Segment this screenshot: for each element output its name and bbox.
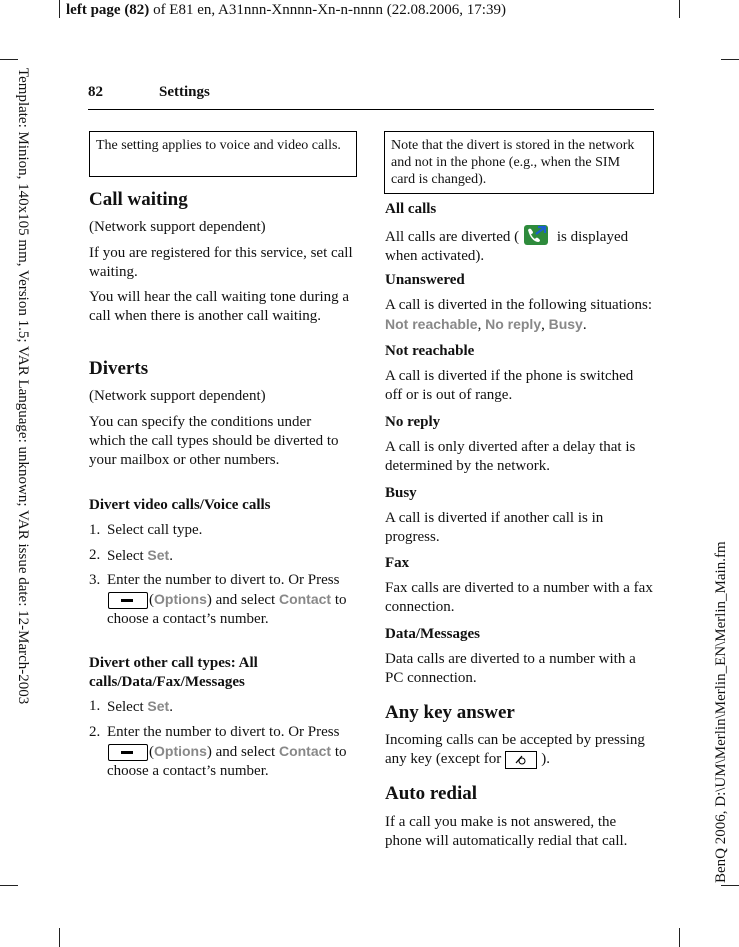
any-key-text: Incoming calls can be accepted by pressing any key (except for ). <box>385 732 645 767</box>
header-rule <box>88 109 654 110</box>
print-header-info: of E81 en, A31nnn-Xnnnn-Xn-n-nnnn (22.08.2006, 17:39) <box>149 2 506 18</box>
call-waiting-tone: You will hear the call waiting tone during a call when there is another call waiting. <box>89 289 350 324</box>
end-key-icon <box>505 751 537 769</box>
crop-mark <box>0 885 18 886</box>
divert-status-icon <box>523 224 549 246</box>
diverts-network: (Network support dependent) <box>89 388 266 404</box>
subheading-divert-video-voice: Divert video calls/Voice calls <box>89 497 271 513</box>
softkey-set: Set <box>147 547 170 563</box>
heading-no-reply: No reply <box>385 414 441 430</box>
print-header-page: left page (82) <box>66 2 150 18</box>
auto-redial-text: If a call you make is not answered, the phone will automatically redial that call. <box>385 814 628 849</box>
data-messages-text: Data calls are diverted to a number with a PC connection. <box>385 651 636 686</box>
heading-any-key-answer: Any key answer <box>385 702 515 723</box>
diverts-intro: You can specify the conditions under which the call types should be diverted to your mailbox or other numbers. <box>89 414 339 468</box>
busy-text: A call is diverted if another call is in progress. <box>385 510 604 545</box>
no-reply-text: A call is only diverted after a delay that is determined by the network. <box>385 439 636 474</box>
heading-unanswered: Unanswered <box>385 272 465 288</box>
all-calls-text: All calls are diverted ( is displayed when activated). <box>385 224 650 266</box>
softkey-icon <box>108 592 148 609</box>
heading-not-reachable: Not reachable <box>385 343 475 359</box>
heading-call-waiting: Call waiting <box>89 189 188 210</box>
softkey-contact: Contact <box>278 743 332 759</box>
heading-busy: Busy <box>385 485 417 501</box>
note-box-voice-video: The setting applies to voice and video calls. <box>89 131 357 177</box>
side-file-path: BenQ 2006, D:\UM\Merlin\Merlin_EN\Merlin_Main.fm <box>713 541 729 883</box>
fax-text: Fax calls are diverted to a number with a fax connection. <box>385 580 653 615</box>
heading-diverts: Diverts <box>89 358 149 379</box>
softkey-set: Set <box>147 698 170 714</box>
call-waiting-register: If you are registered for this service, set call waiting. <box>89 245 353 280</box>
heading-data-messages: Data/Messages <box>385 626 480 642</box>
heading-fax: Fax <box>385 555 410 571</box>
softkey-contact: Contact <box>278 591 332 607</box>
print-header <box>66 2 506 19</box>
subheading-divert-other: Divert other call types: All calls/Data/Fax/Messages <box>89 655 258 690</box>
crop-mark <box>679 0 680 18</box>
softkey-options: Options <box>154 743 207 759</box>
option-not-reachable: Not reachable <box>385 316 478 332</box>
page-number: 82 <box>88 84 103 100</box>
unanswered-text: A call is diverted in the following situations: Not reachable, No reply, Busy. <box>385 297 653 333</box>
softkey-icon <box>108 744 148 761</box>
crop-mark <box>0 59 18 60</box>
heading-auto-redial: Auto redial <box>385 783 478 804</box>
crop-mark <box>721 885 739 886</box>
crop-mark <box>721 59 739 60</box>
crop-mark <box>59 928 60 947</box>
crop-mark <box>59 0 60 18</box>
note-box-divert-storage: Note that the divert is stored in the network and not in the phone (e.g., when the SIM card is changed). <box>384 131 654 194</box>
softkey-options: Options <box>154 591 207 607</box>
side-template-info: Template: Minion, 140x105 mm, Version 1.5; VAR Language: unknown; VAR issue date: 12-March-2003 <box>15 68 31 705</box>
not-reachable-text: A call is diverted if the phone is switched off or is out of range. <box>385 368 634 403</box>
section-title: Settings <box>159 84 210 100</box>
crop-mark <box>679 928 680 947</box>
call-waiting-network: (Network support dependent) <box>89 219 266 235</box>
heading-all-calls: All calls <box>385 201 437 217</box>
option-no-reply: No reply <box>485 316 542 332</box>
option-busy: Busy <box>548 316 583 332</box>
